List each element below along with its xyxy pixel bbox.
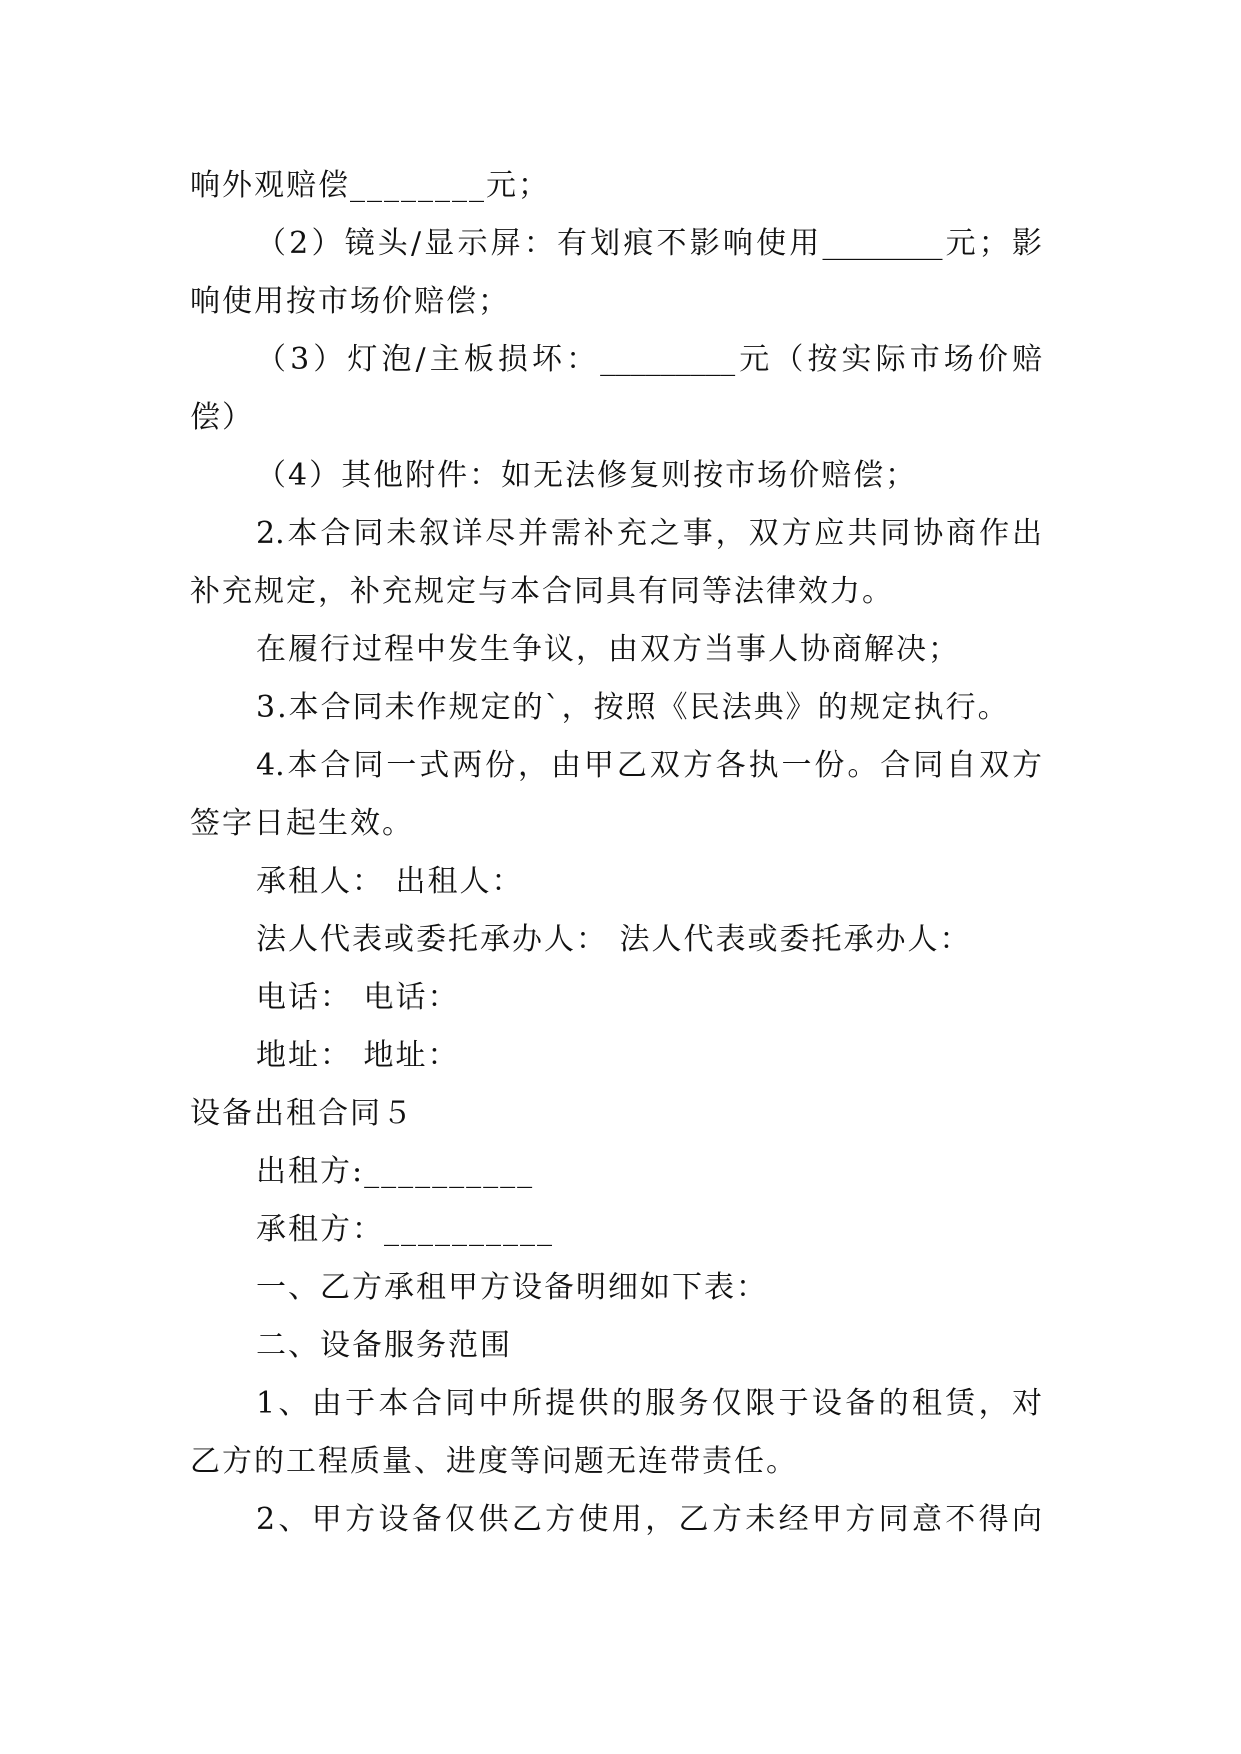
text-line: 1、由于本合同中所提供的服务仅限于设备的租赁，对 <box>256 1386 1042 1421</box>
text-line: 2、甲方设备仅供乙方使用，乙方未经甲方同意不得向 <box>256 1502 1042 1537</box>
signature-field-label: 电话： 电话： <box>256 980 460 1015</box>
party-field: 承租方：__________ <box>256 1212 554 1247</box>
text-line: 4.本合同一式两份，由甲乙双方各执一份。合同自双方 <box>256 748 1042 783</box>
party-field: 出租方:__________ <box>256 1154 535 1189</box>
text-line: 响外观赔偿________元； <box>190 168 550 203</box>
section-title: 设备出租合同５ <box>190 1096 414 1131</box>
text-line: 3.本合同未作规定的`，按照《民法典》的规定执行。 <box>256 690 1010 725</box>
text-line: 响使用按市场价赔偿； <box>190 284 510 319</box>
signature-field-label: 地址： 地址： <box>256 1038 460 1073</box>
text-line: 乙方的工程质量、进度等问题无连带责任。 <box>190 1444 798 1479</box>
text-line: 在履行过程中发生争议，由双方当事人协商解决； <box>256 632 960 667</box>
text-line: 二、设备服务范围 <box>256 1328 512 1363</box>
signature-field-label: 承租人： 出租人： <box>256 864 524 899</box>
text-line: 2.本合同未叙详尽并需补充之事，双方应共同协商作出 <box>256 516 1042 551</box>
text-line: 签字日起生效。 <box>190 806 414 841</box>
text-line: 一、乙方承租甲方设备明细如下表： <box>256 1270 768 1305</box>
text-line: 偿） <box>190 400 254 435</box>
text-line: （4）其他附件：如无法修复则按市场价赔偿； <box>256 458 918 493</box>
signature-field-label: 法人代表或委托承办人： 法人代表或委托承办人： <box>256 922 972 957</box>
text-line: （3）灯泡/主板损坏：_________元（按实际市场价赔 <box>256 342 1042 377</box>
text-line: 补充规定，补充规定与本合同具有同等法律效力。 <box>190 574 894 609</box>
text-line: （2）镜头/显示屏：有划痕不影响使用________元；影 <box>256 226 1042 261</box>
